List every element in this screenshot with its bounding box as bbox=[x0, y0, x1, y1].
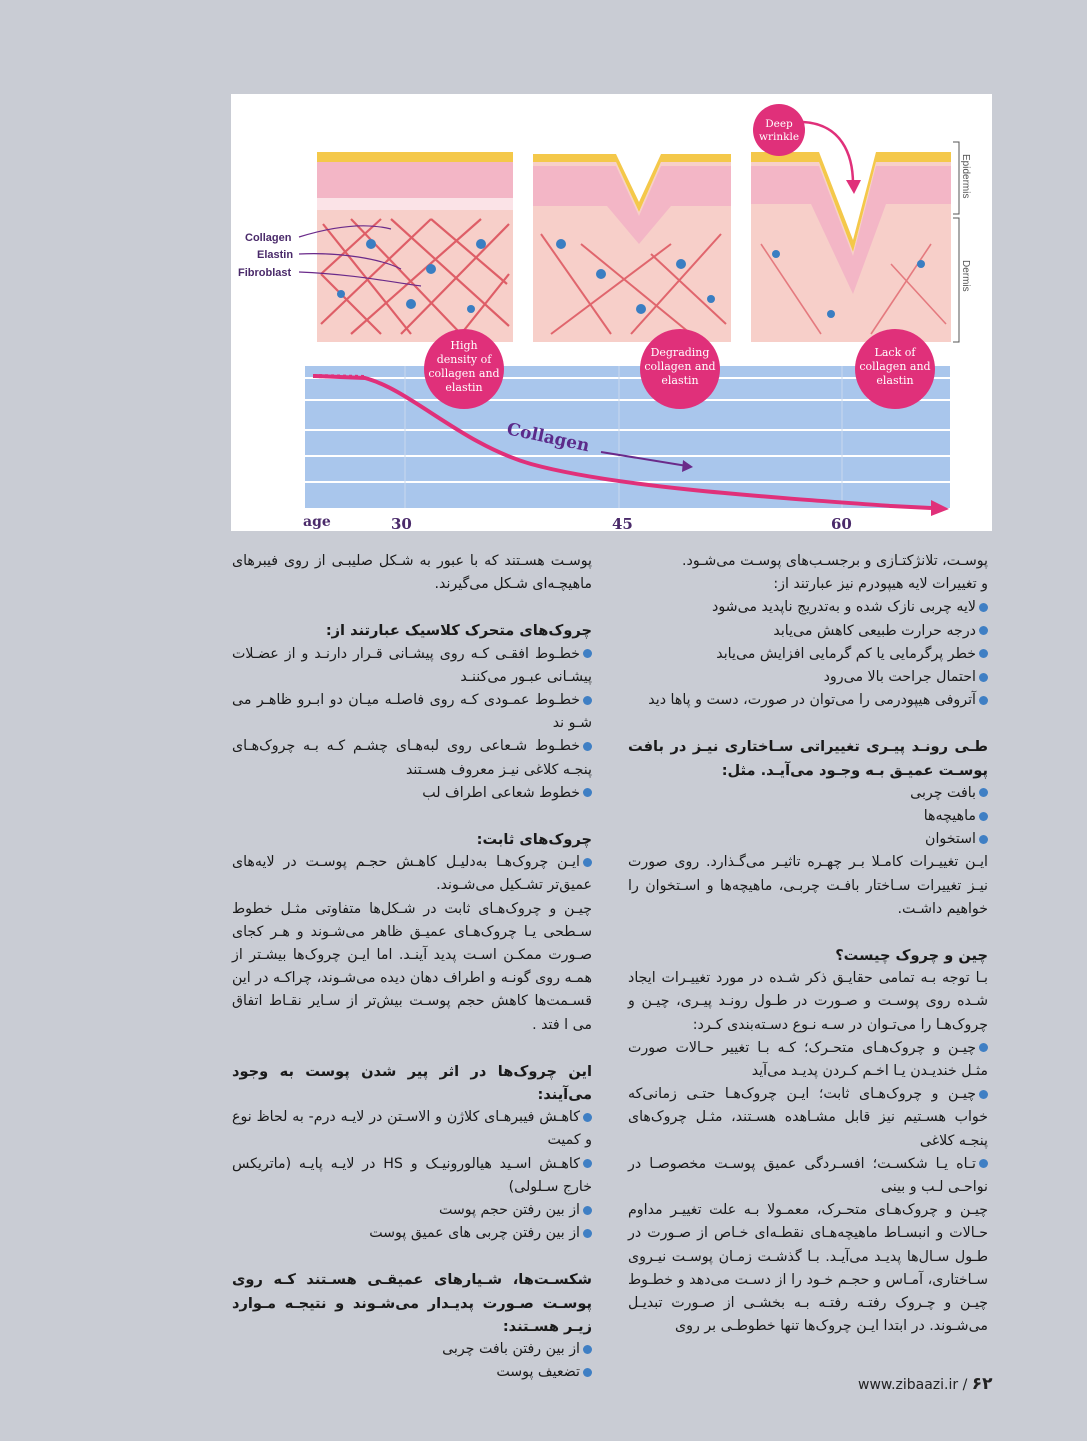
bubble-degrading bbox=[640, 329, 720, 409]
svg-text:collagen and: collagen and bbox=[644, 360, 716, 373]
bullet-text: تضعیف پوست bbox=[496, 1364, 580, 1381]
bullet-item bbox=[628, 1037, 988, 1083]
bullet-item bbox=[628, 828, 988, 851]
collagen-chart bbox=[303, 366, 950, 531]
bullet-dot-icon bbox=[979, 835, 988, 844]
bullet-text: از بین رفتن حجم پوست bbox=[438, 1202, 580, 1219]
age-30: 30 bbox=[391, 515, 412, 531]
bullet-text: استخوان bbox=[925, 831, 976, 848]
svg-text:elastin: elastin bbox=[876, 374, 914, 387]
bullet-item bbox=[232, 1222, 592, 1245]
skin-block-young bbox=[317, 152, 513, 342]
deep-wrinkle-line1: Deep bbox=[765, 118, 793, 130]
bullet-item bbox=[232, 1153, 592, 1199]
paragraph: چیـن و چروک‌هـای ثابت در شـکل‌ها متفاوتی مثـل خطوط سـطحی یـا چروک‌هـای عمیـق ظاهر می‌شـوند و هـر کجای صـورت ممکـن اسـت پدید آینـد. اما ایـن چروک‌ها بیشـتر از همـه روی گونـه و اطراف دهان دیده می‌شـوند، چراکـه در این قسـمت‌ها کاهش حجم پوسـت بیش‌تر از سـایر نقـاط اتفاق می ا فتد . bbox=[232, 900, 592, 1033]
label-collagen: Collagen bbox=[245, 232, 292, 244]
paragraph: بـا توجه بـه تمامی حقایـق ذکر شـده در مورد تغییـرات ایجاد شـده روی پوسـت و صـورت در طـول رونـد پیـری، چیـن و چروک‌هـا را می‌تـوان در سـه نـوع دسـته‌بندی کـرد: bbox=[628, 970, 988, 1033]
dermis-label: Dermis bbox=[960, 260, 971, 292]
spacer bbox=[232, 1245, 592, 1268]
bullet-dot-icon bbox=[583, 649, 592, 658]
bullet-dot-icon bbox=[979, 603, 988, 612]
section-heading: چروک‌های ثابت: bbox=[476, 831, 592, 849]
spacer bbox=[628, 921, 988, 944]
bullet-text: از بین رفتن چربی های عمیق پوست bbox=[369, 1225, 580, 1242]
bullet-item bbox=[232, 1199, 592, 1222]
bullet-dot-icon bbox=[583, 1368, 592, 1377]
bullet-dot-icon bbox=[583, 1113, 592, 1122]
bullet-dot-icon bbox=[979, 649, 988, 658]
section-heading: چروک‌های متحرک کلاسیک عبارتند از: bbox=[325, 622, 592, 640]
bullet-item bbox=[232, 851, 592, 897]
layer-brackets bbox=[953, 142, 959, 342]
bullet-text: از بین رفتن بافت چربی bbox=[442, 1341, 580, 1358]
page-footer: www.zibaazi.ir / ۶۲ bbox=[858, 1374, 993, 1394]
svg-text:density of: density of bbox=[436, 353, 492, 366]
bullet-dot-icon bbox=[979, 1090, 988, 1099]
bullet-item bbox=[232, 1106, 592, 1152]
bullet-text: ماهیچه‌ها bbox=[923, 808, 976, 825]
bullet-dot-icon bbox=[979, 788, 988, 797]
age-45: 45 bbox=[612, 515, 633, 531]
bullet-text: احتمال جراحت بالا می‌رود bbox=[823, 669, 976, 686]
deep-wrinkle-line2: wrinkle bbox=[758, 131, 800, 143]
bullet-item bbox=[232, 1361, 592, 1384]
bullet-text: خطـوط افقـی کـه روی پیشـانی قـرار دارنـد و از عضـلات پیشـانی عبـور می‌کننـد bbox=[232, 645, 592, 685]
svg-text:High: High bbox=[450, 339, 478, 352]
svg-text:Degrading: Degrading bbox=[650, 346, 710, 359]
bullet-dot-icon bbox=[583, 1229, 592, 1238]
bullet-item bbox=[628, 643, 988, 666]
section-heading: چین و چروک چیست؟ bbox=[835, 947, 988, 965]
age-60: 60 bbox=[831, 515, 852, 531]
svg-text:elastin: elastin bbox=[445, 381, 483, 394]
spacer bbox=[232, 596, 592, 619]
bubble-high-density bbox=[424, 329, 504, 409]
bullet-item bbox=[628, 782, 988, 805]
bullet-text: خطوط شعاعی اطراف لب bbox=[422, 784, 580, 801]
bullet-item bbox=[232, 735, 592, 781]
bullet-text: کاهـش اسـید هیالورونیـک و HS در لایـه پایـه (ماتریکس خارج سـلولی) bbox=[232, 1155, 592, 1195]
bullet-dot-icon bbox=[583, 858, 592, 867]
bullet-dot-icon bbox=[583, 696, 592, 705]
bullet-dot-icon bbox=[979, 673, 988, 682]
bullet-text: تـاه یـا شکسـت؛ افسـردگی عمیق پوسـت مخصوصـا در نواحـی لـب و بینی bbox=[628, 1155, 988, 1196]
curve-label: Collagen bbox=[504, 419, 592, 457]
bullet-item bbox=[628, 689, 988, 712]
bullet-text: چیـن و چروک‌هـای متحـرک؛ کـه بـا تغییر حـالات صورت مثـل خندیـدن یـا اخـم کـردن پدیـد می‌آید bbox=[628, 1039, 988, 1080]
bullet-item bbox=[232, 782, 592, 805]
bullet-dot-icon bbox=[583, 788, 592, 797]
section-heading: این چروک‌ها در اثر پیر شدن پوست به وجود می‌آیند: bbox=[232, 1062, 592, 1104]
age-label: age bbox=[303, 514, 331, 530]
page-number: ۶۲ bbox=[971, 1374, 993, 1394]
bullet-text: آتروفی هیپودرمی را می‌توان در صورت، دست و پاها دید bbox=[648, 692, 976, 709]
bullet-item bbox=[232, 643, 592, 689]
left-text-column bbox=[232, 550, 592, 1385]
paragraph: و تغییرات لایه هیپودرم نیز عبارتند از: bbox=[773, 576, 988, 593]
bullet-text: درجه حرارت طبیعی کاهش می‌یابد bbox=[773, 622, 976, 639]
bullet-text: ایـن چروک‌هـا به‌دلیـل کاهـش حجـم پوسـت در لایه‌های عمیق‌تر تشـکیل می‌شـوند. bbox=[232, 854, 592, 894]
svg-text:collagen and: collagen and bbox=[428, 367, 500, 380]
bullet-text: کاهـش فیبرهـای کلاژن و الاسـتن در لایـه درم- به لحاظ نوع و کمیت bbox=[232, 1109, 592, 1149]
label-fibroblast: Fibroblast bbox=[238, 267, 292, 279]
bullet-item bbox=[628, 666, 988, 689]
bullet-text: لایه چربی نازک شده و به‌تدریج ناپدید می‌شود bbox=[712, 599, 976, 616]
bullet-text: خطـوط شـعاعی روی لبه‌هـای چشـم کـه بـه چروک‌هـای پنجـه کلاغی نیـز معروف هسـتند bbox=[232, 738, 592, 778]
svg-text:collagen and: collagen and bbox=[859, 360, 931, 373]
skin-block-middle bbox=[533, 154, 731, 342]
right-text-column bbox=[628, 550, 988, 1339]
spacer bbox=[628, 712, 988, 735]
bullet-item bbox=[628, 1153, 988, 1199]
bullet-item bbox=[628, 620, 988, 643]
bullet-item bbox=[232, 1338, 592, 1361]
svg-text:elastin: elastin bbox=[661, 374, 699, 387]
bullet-item bbox=[628, 1083, 988, 1153]
skin-aging-figure bbox=[231, 94, 992, 531]
bullet-item bbox=[628, 596, 988, 619]
bullet-dot-icon bbox=[583, 1159, 592, 1168]
bullet-text: چیـن و چروک‌هـای ثابت؛ ایـن چروک‌هـا حتـی زمانی‌که خواب هسـتیم نیز قابل مشـاهده هسـتند، مثـل چروک‌های پنجـه کلاغی bbox=[628, 1086, 988, 1149]
bullet-dot-icon bbox=[979, 1043, 988, 1052]
paragraph: ایـن تغییـرات کامـلا بـر چهـره تاثیـر می‌گـذارد. روی صورت نیـز تغییرات سـاختار بافـت چربـی، ماهیچه‌ها و اسـتخوان را خواهیم داشـت. bbox=[628, 854, 988, 917]
paragraph: چیـن و چروک‌هـای متحـرک، معمـولا بـه علت تغییـر مداوم حـالات و انبسـاط ماهیچه‌هـای نقطـه‌ای خـاص از صـورت در طـول سـال‌ها پدیـد می‌آیـد. بـا گذشـت زمـان پوسـت نیـروی سـاختاری، آمـاس و حجـم خـود را از دسـت می‌دهد و خطـوط چیـن و چـروک رفتـه رفتـه بـه بخشـی از صـورت تبدیـل می‌شـوند. در ابتدا ایـن چروک‌ها تنها خطوطـی بر روی bbox=[628, 1202, 988, 1335]
bullet-dot-icon bbox=[583, 742, 592, 751]
bullet-text: بافت چربی bbox=[910, 784, 976, 801]
section-heading: شکسـت‌ها، شـیارهای عمیقـی هسـتند کـه روی پوسـت صـورت پدیـدار می‌شـوند و نتیجـه مـوارد زیـر هسـتند: bbox=[232, 1271, 592, 1335]
bullet-dot-icon bbox=[979, 812, 988, 821]
section-heading: طـی رونـد پیـری تغییراتی سـاختاری نیـز در بافت پوسـت عمیـق بـه وجـود می‌آیـد. مثل: bbox=[628, 738, 988, 779]
bubble-lack bbox=[855, 329, 935, 409]
site-url[interactable]: www.zibaazi.ir bbox=[858, 1377, 959, 1393]
spacer bbox=[232, 1037, 592, 1060]
paragraph: پوسـت هسـتند که با عبور به شـکل صلیبـی از روی فیبرهای ماهیچـه‌ای شـکل می‌گیرند. bbox=[232, 553, 592, 593]
paragraph: پوسـت، تلانژکتـازی و برجسـب‌های پوسـت می‌شـود. bbox=[682, 553, 988, 569]
bullet-text: خطر پرگرمایی یا کم گرمایی افزایش می‌یابد bbox=[716, 645, 976, 662]
spacer bbox=[232, 805, 592, 828]
bullet-dot-icon bbox=[583, 1345, 592, 1354]
label-elastin: Elastin bbox=[257, 249, 294, 261]
bullet-item bbox=[628, 805, 988, 828]
bullet-dot-icon bbox=[979, 696, 988, 705]
bullet-dot-icon bbox=[583, 1206, 592, 1215]
bullet-dot-icon bbox=[979, 1159, 988, 1168]
svg-text:Lack of: Lack of bbox=[874, 346, 916, 359]
epidermis-label: Epidermis bbox=[960, 154, 971, 199]
bullet-dot-icon bbox=[979, 626, 988, 635]
bullet-text: خطـوط عمـودی کـه روی فاصلـه میـان دو ابـرو ظاهـر می شـو ند bbox=[232, 692, 592, 732]
bullet-item bbox=[232, 689, 592, 735]
